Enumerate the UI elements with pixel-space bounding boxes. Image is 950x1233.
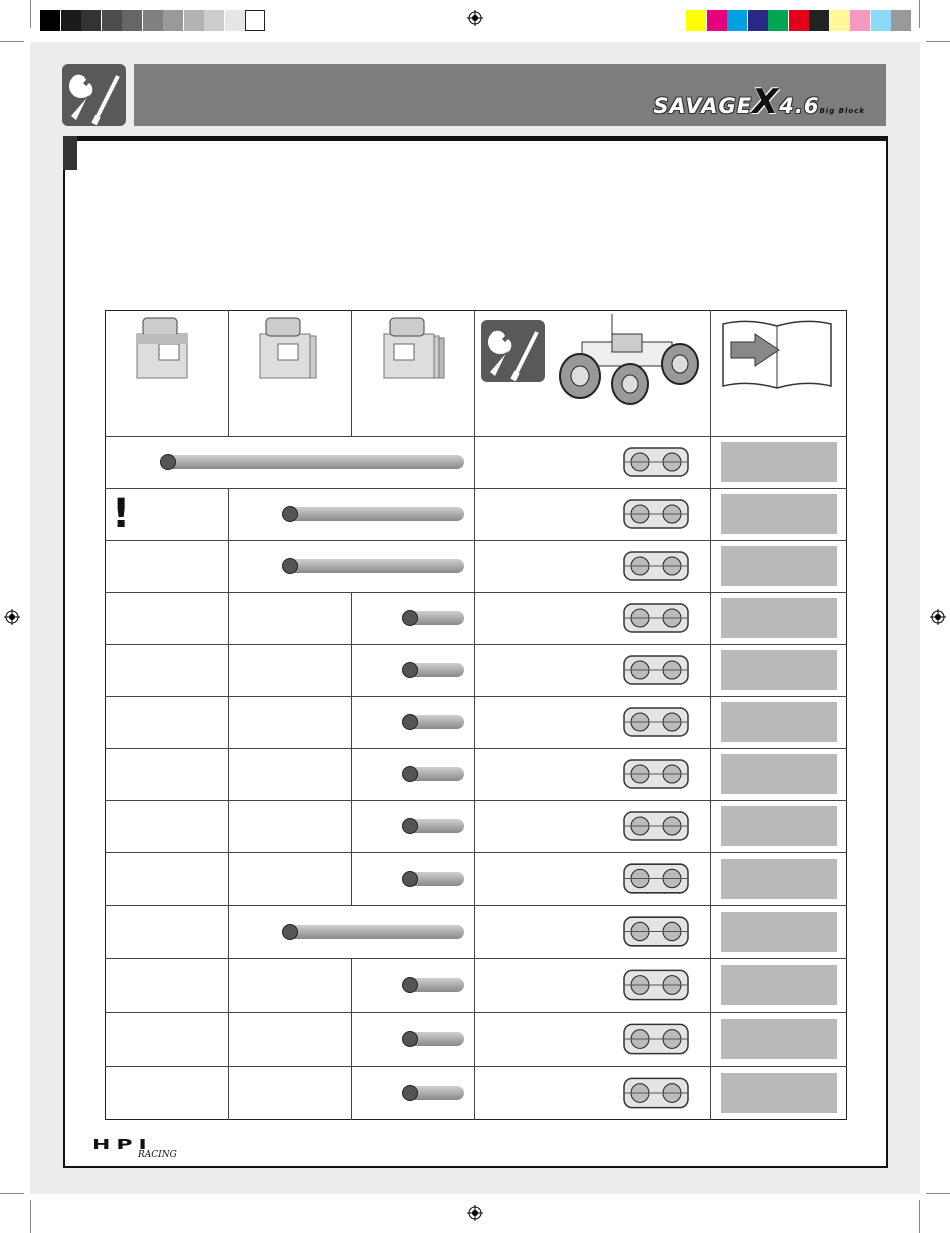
interval-bar: [410, 715, 464, 729]
column-divider: [351, 1012, 352, 1066]
column-divider: [228, 958, 229, 1012]
logo-main-text: SAVAGE: [653, 94, 753, 118]
wrench-screwdriver-icon: [62, 64, 126, 126]
process-color-swatch: [789, 10, 809, 31]
savage-x-logo: [653, 82, 865, 122]
interval-bar: [410, 1086, 464, 1100]
process-color-swatch: [891, 10, 911, 31]
column-divider: [351, 644, 352, 696]
logo-x-text: X: [752, 82, 780, 122]
racing-logo-text: RACING: [138, 1150, 177, 1160]
row-divider: [105, 852, 847, 853]
column-divider: [710, 310, 711, 1120]
reference-page-box: [721, 754, 837, 794]
column-divider: [228, 800, 229, 852]
interval-bar: [290, 559, 464, 573]
gray-swatch: [143, 10, 163, 31]
interval-bar: [410, 1032, 464, 1046]
interval-bar: [410, 872, 464, 886]
row-divider: [105, 696, 847, 697]
process-color-swatch: [768, 10, 788, 31]
row-divider: [105, 488, 847, 489]
process-color-swatch: [707, 10, 727, 31]
interval-dot: [402, 714, 418, 730]
reference-page-box: [721, 912, 837, 952]
reference-page-box: [721, 859, 837, 899]
open-book-arrow-icon: [721, 318, 833, 390]
process-color-swatch: [830, 10, 850, 31]
section-tab-marker: [63, 136, 77, 170]
column-divider: [351, 310, 352, 436]
hpi-racing-logo: [92, 1137, 177, 1160]
steering-linkage-illustration: [610, 804, 702, 848]
interval-bar: [290, 507, 464, 521]
row-divider: [105, 540, 847, 541]
interval-dot: [282, 924, 298, 940]
reference-page-box: [721, 1019, 837, 1059]
process-color-swatch: [809, 10, 829, 31]
row-divider: [105, 958, 847, 959]
reference-page-box: [721, 702, 837, 742]
process-color-swatch: [850, 10, 870, 31]
registration-mark-icon: [4, 609, 20, 625]
column-divider: [351, 696, 352, 748]
logo-version-text: 4.6: [779, 94, 820, 118]
monster-truck-illustration: [552, 314, 702, 406]
gray-swatch: [204, 10, 224, 31]
interval-dot: [282, 506, 298, 522]
row-divider: [105, 905, 847, 906]
interval-bar: [410, 819, 464, 833]
pull-starter-illustration: [610, 1070, 702, 1116]
column-divider: [351, 800, 352, 852]
interval-dot: [402, 610, 418, 626]
interval-bar: [410, 978, 464, 992]
column-divider: [228, 1066, 229, 1120]
column-divider: [228, 592, 229, 644]
column-divider: [351, 1066, 352, 1120]
interval-dot: [402, 871, 418, 887]
row-divider: [105, 644, 847, 645]
column-divider: [228, 488, 229, 540]
process-color-swatch: [748, 10, 768, 31]
differential-illustration: [610, 752, 702, 796]
column-divider: [228, 748, 229, 800]
row-divider: [105, 748, 847, 749]
interval-dot: [160, 454, 176, 470]
interval-dot: [402, 766, 418, 782]
reference-page-box: [721, 1073, 837, 1113]
column-divider: [228, 852, 229, 905]
engine-illustration: [610, 1016, 702, 1062]
reference-page-box: [721, 650, 837, 690]
gray-swatch: [81, 10, 101, 31]
column-divider: [351, 748, 352, 800]
fuel-can-2-icon: [256, 314, 318, 380]
reference-page-box: [721, 598, 837, 638]
row-divider: [105, 1012, 847, 1013]
column-divider: [228, 696, 229, 748]
gray-swatch: [102, 10, 122, 31]
process-color-swatch: [871, 10, 891, 31]
interval-dot: [402, 1031, 418, 1047]
gray-swatch: [61, 10, 81, 31]
fuel-can-3-icon: [380, 314, 446, 380]
clutch-parts-illustration: [610, 596, 702, 640]
gray-swatch: [122, 10, 142, 31]
interval-bar: [168, 455, 464, 469]
column-divider: [228, 1012, 229, 1066]
chassis-illustration: [610, 440, 702, 484]
column-divider: [228, 905, 229, 958]
gray-swatch: [40, 10, 60, 31]
interval-bar: [410, 767, 464, 781]
gray-swatch: [163, 10, 183, 31]
interval-bar: [410, 611, 464, 625]
wheel-illustration: [610, 544, 702, 588]
process-color-swatch: [686, 10, 706, 31]
column-divider: [228, 310, 229, 436]
interval-bar: [290, 925, 464, 939]
column-divider: [351, 958, 352, 1012]
spur-gear-illustration: [610, 648, 702, 692]
glow-plug-illustration: [610, 962, 702, 1008]
column-divider: [474, 310, 475, 1120]
interval-dot: [402, 818, 418, 834]
hpi-logo-text: HPI: [92, 1137, 153, 1153]
registration-mark-icon: [467, 1205, 483, 1221]
column-divider: [228, 644, 229, 696]
shocks-illustration: [610, 700, 702, 744]
row-divider: [105, 800, 847, 801]
row-divider: [105, 592, 847, 593]
interval-dot: [402, 1085, 418, 1101]
reference-page-box: [721, 546, 837, 586]
row-divider: [105, 1066, 847, 1067]
carburetor-illustration: [610, 909, 702, 954]
gray-swatch: [245, 10, 265, 31]
reference-page-box: [721, 806, 837, 846]
registration-mark-icon: [930, 609, 946, 625]
column-divider: [351, 852, 352, 905]
registration-mark-icon: [467, 10, 483, 26]
exclamation-icon: !: [112, 491, 131, 537]
reference-page-box: [721, 965, 837, 1005]
column-divider: [228, 540, 229, 592]
fuel-can-1-icon: [133, 314, 193, 380]
interval-bar: [410, 663, 464, 677]
row-divider: [105, 436, 847, 437]
reference-page-box: [721, 494, 837, 534]
wrench-screwdriver-icon: [481, 320, 545, 382]
interval-dot: [402, 977, 418, 993]
interval-dot: [402, 662, 418, 678]
logo-sub-text: Big Block: [819, 107, 865, 115]
gray-swatch: [225, 10, 245, 31]
interval-dot: [282, 558, 298, 574]
reference-page-box: [721, 442, 837, 482]
transmission-illustration: [610, 856, 702, 901]
gray-swatch: [184, 10, 204, 31]
column-divider: [351, 592, 352, 644]
air-filter-illustration: [610, 492, 702, 536]
process-color-swatch: [727, 10, 747, 31]
